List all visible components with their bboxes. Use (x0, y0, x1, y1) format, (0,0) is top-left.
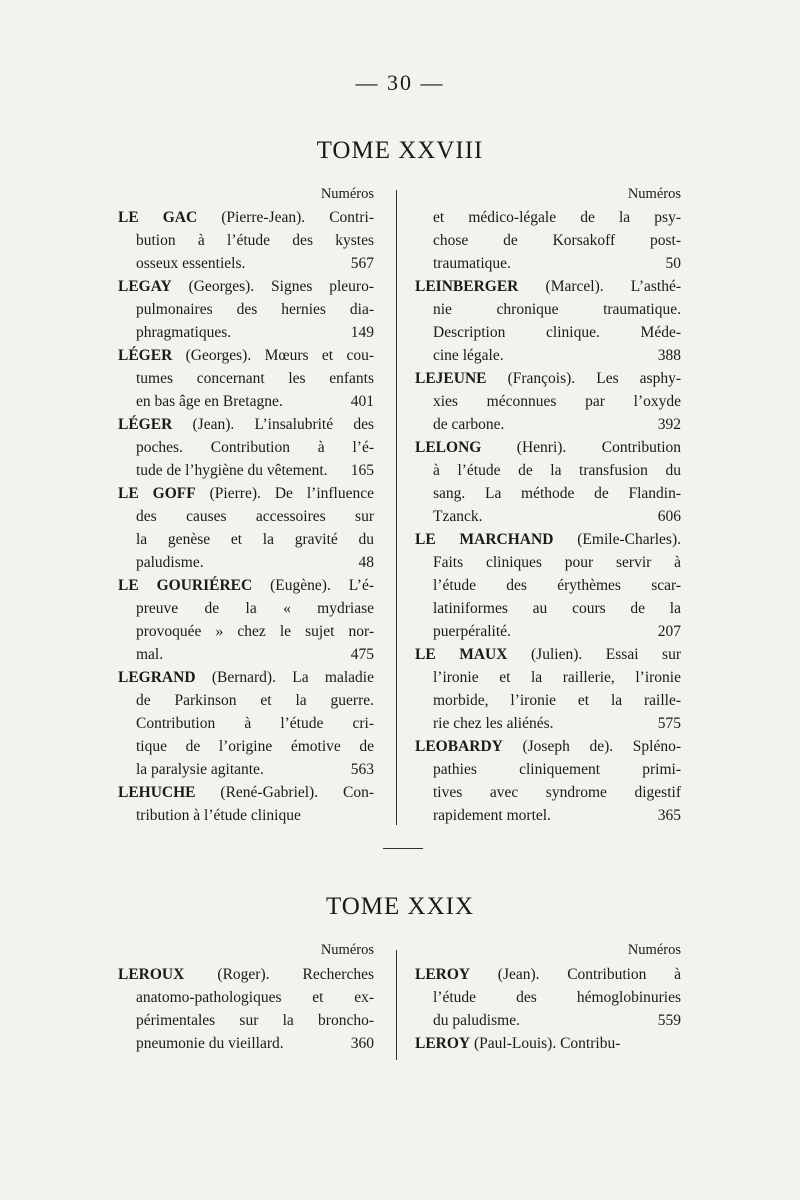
entry-text-line: osseux essentiels. (136, 255, 246, 272)
entry-text-line: Tzanck. (433, 508, 483, 525)
index-entry (118, 413, 374, 482)
entry-text-line: tumes concernant les enfants (136, 370, 374, 387)
entry-text-line: de carbone. (433, 416, 505, 433)
index-entry (118, 206, 374, 275)
numeros-label-right: Numéros (627, 942, 681, 958)
entry-text-line: Faits cliniques pour servir à (433, 554, 681, 571)
entry-text-line: et médico-légale de la psy- (433, 209, 681, 226)
entry-text-line: à l’étude de la transfusion du (433, 462, 681, 479)
entry-heading-line: LE GAC (Pierre-Jean). Contri- (118, 209, 374, 226)
thesis-number: 401 (350, 393, 374, 410)
author-surname: LEGAY (118, 278, 172, 295)
entry-text-line: provoquée » chez le sujet nor- (136, 623, 374, 640)
numeros-label-right: Numéros (627, 186, 681, 202)
entry-text-line: du paludisme. (433, 1012, 520, 1029)
entry-text-line: pathies cliniquement primi- (433, 761, 681, 778)
entry-text-line: l’ironie et la raillerie, l’ironie (433, 669, 681, 686)
entry-heading-line: LEROY (Jean). Contribution à (415, 966, 681, 983)
index-entry (118, 574, 374, 666)
entries-column-right (415, 963, 681, 1055)
author-surname: LÉGER (118, 416, 173, 433)
author-surname: LE GOFF (118, 485, 196, 502)
thesis-number: 567 (350, 255, 374, 272)
author-surname: LELONG (415, 439, 482, 456)
entry-text-line: en bas âge en Bretagne. (136, 393, 283, 410)
section-divider (383, 848, 423, 849)
thesis-number: 388 (657, 347, 681, 364)
author-surname: LEROUX (118, 966, 185, 983)
entry-heading-line: LEHUCHE (René-Gabriel). Con- (118, 784, 374, 801)
index-entry (118, 275, 374, 344)
index-entry (118, 963, 374, 1055)
entry-text-line: l’étude des érythèmes scar- (433, 577, 681, 594)
entry-text-line: rie chez les aliénés. (433, 715, 554, 732)
entry-heading-line: LE GOURIÉREC (Eugène). L’é- (118, 577, 374, 594)
thesis-number: 575 (657, 715, 681, 732)
index-entry (415, 735, 681, 827)
entry-text-line: de Parkinson et la guerre. (136, 692, 374, 709)
index-entry (118, 781, 374, 827)
entry-heading-line: LEINBERGER (Marcel). L’asthé- (415, 278, 681, 295)
thesis-number: 50 (665, 255, 681, 272)
entry-text-line: tives avec syndrome digestif (433, 784, 681, 801)
section-title-tome-xxix: TOME XXIX (325, 893, 475, 920)
thesis-number: 165 (350, 462, 374, 479)
thesis-number: 392 (657, 416, 681, 433)
index-entry (415, 436, 681, 528)
thesis-number: 606 (657, 508, 681, 525)
entry-heading-line: LEROUX (Roger). Recherches (118, 966, 374, 983)
index-entry (415, 275, 681, 367)
entry-text-line: mal. (136, 646, 164, 663)
entry-heading-line: LEGRAND (Bernard). La maladie (118, 669, 374, 686)
thesis-number: 559 (657, 1012, 681, 1029)
entries-column-left (118, 206, 374, 827)
index-entry (415, 1032, 681, 1055)
author-surname: LEROY (415, 966, 471, 983)
index-entry (415, 206, 681, 275)
entries-column-right (415, 206, 681, 827)
entry-text-line: tude de l’hygiène du vêtement. (136, 462, 328, 479)
author-surname: LEJEUNE (415, 370, 487, 387)
entry-text-line: bution à l’étude des kystes (136, 232, 374, 249)
index-entry (118, 482, 374, 574)
entry-text-line: tribution à l’étude clinique (136, 807, 301, 824)
entry-text-line: latiniformes au cours de la (433, 600, 681, 617)
author-surname: LEINBERGER (415, 278, 519, 295)
author-surname: LE MAUX (415, 646, 508, 663)
entry-text-line: xies méconnues par l’oxyde (433, 393, 681, 410)
entry-text-line: paludisme. (136, 554, 204, 571)
entry-text-line: des causes accessoires sur (136, 508, 374, 525)
column-divider (396, 190, 397, 825)
index-entry (415, 643, 681, 735)
index-entry (415, 528, 681, 643)
entry-text-line: puerpéralité. (433, 623, 511, 640)
column-divider (396, 950, 397, 1060)
thesis-number: 365 (657, 807, 681, 824)
index-entry (415, 963, 681, 1032)
entry-text-line: tique de l’origine émotive de (136, 738, 374, 755)
entry-text-line: traumatique. (433, 255, 511, 272)
thesis-number: 48 (358, 554, 374, 571)
thesis-number: 149 (350, 324, 374, 341)
author-surname: LEOBARDY (415, 738, 503, 755)
author-surname: LEGRAND (118, 669, 196, 686)
author-surname: LE MARCHAND (415, 531, 554, 548)
entry-heading-line: LEJEUNE (François). Les asphy- (415, 370, 681, 387)
entry-heading-line: LEROY (Paul-Louis). Contribu- (415, 1035, 621, 1052)
entry-text-line: périmentales sur la broncho- (136, 1012, 374, 1029)
page-number: — 30 — (355, 70, 445, 95)
index-entry (415, 367, 681, 436)
entry-heading-line: LÉGER (Jean). L’insalubrité des (118, 416, 374, 433)
author-surname: LÉGER (118, 347, 173, 364)
section-title-tome-xxviii: TOME XXVIII (316, 137, 484, 164)
entry-text-line: anatomo-pathologiques et ex- (136, 989, 374, 1006)
entry-heading-line: LEGAY (Georges). Signes pleuro- (118, 278, 374, 295)
entry-text-line: rapidement mortel. (433, 807, 551, 824)
entry-text-line: preuve de la « mydriase (136, 600, 374, 617)
thesis-number: 475 (350, 646, 374, 663)
index-entry (118, 666, 374, 781)
index-entry (118, 344, 374, 413)
thesis-number: 563 (350, 761, 374, 778)
entry-heading-line: LÉGER (Georges). Mœurs et cou- (118, 347, 374, 364)
author-surname: LEROY (415, 1035, 471, 1052)
entry-text-line: Contribution à l’étude cri- (136, 715, 374, 732)
entry-text-line: chose de Korsakoff post- (433, 232, 681, 249)
entry-text-line: nie chronique traumatique. (433, 301, 681, 318)
entry-text-line: phragmatiques. (136, 324, 232, 341)
entry-text-line: la genèse et la gravité du (136, 531, 374, 548)
author-surname: LEHUCHE (118, 784, 196, 801)
thesis-number: 360 (350, 1035, 374, 1052)
entry-text-line: poches. Contribution à l’é- (136, 439, 374, 456)
entry-heading-line: LE MAUX (Julien). Essai sur (415, 646, 681, 663)
numeros-label-left: Numéros (320, 942, 374, 958)
entry-text-line: Description clinique. Méde- (433, 324, 681, 341)
entry-heading-line: LE GOFF (Pierre). De l’influence (118, 485, 374, 502)
entry-heading-line: LE MARCHAND (Emile-Charles). (415, 531, 681, 548)
entry-heading-line: LEOBARDY (Joseph de). Spléno- (415, 738, 681, 755)
numeros-label-left: Numéros (320, 186, 374, 202)
entry-text-line: sang. La méthode de Flandin- (433, 485, 681, 502)
entries-column-left (118, 963, 374, 1055)
entry-heading-line: LELONG (Henri). Contribution (415, 439, 681, 456)
author-surname: LE GOURIÉREC (118, 577, 253, 594)
entry-text-line: cine légale. (433, 347, 504, 364)
entry-text-line: la paralysie agitante. (136, 761, 264, 778)
entry-text-line: l’étude des hémoglobinuries (433, 989, 681, 1006)
entry-text-line: morbide, l’ironie et la raille- (433, 692, 681, 709)
entry-text-line: pulmonaires des hernies dia- (136, 301, 374, 318)
thesis-number: 207 (657, 623, 681, 640)
entry-text-line: pneumonie du vieillard. (136, 1035, 284, 1052)
author-surname: LE GAC (118, 209, 198, 226)
